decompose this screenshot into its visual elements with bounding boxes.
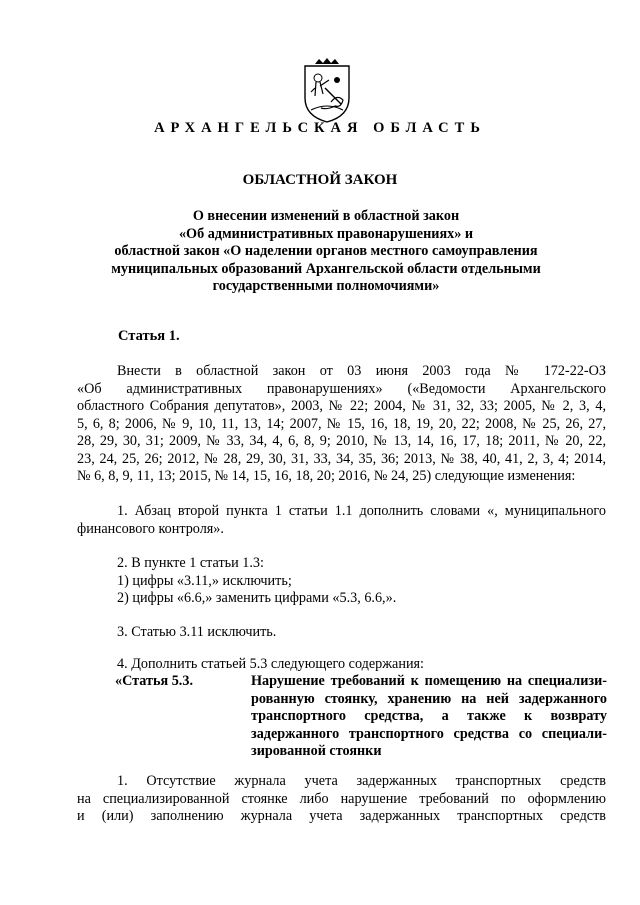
region-name: АРХАНГЕЛЬСКАЯ ОБЛАСТЬ — [154, 120, 486, 136]
text-line: Нарушение требований к помещению на специализи- — [251, 673, 607, 689]
article-intro-paragraph — [77, 363, 606, 486]
text-line: 28, 29, 30, 31; 2009, № 33, 34, 4, 6, 8, 9; 2010, № 13, 14, 16, 17, 18; 2011, № 20, 22, — [77, 433, 606, 449]
text-line: финансового контроля». — [77, 520, 224, 537]
text-line: 4. Дополнить статьей 5.3 следующего содержания: — [117, 656, 424, 672]
item-2-paragraph — [77, 555, 606, 608]
text-line: на специализированной стоянке либо нарушение требований по оформлению — [77, 790, 606, 807]
text-line: 23, 24, 25, 26; 2012, № 28, 29, 30, 31, 33, 34, 35, 36; 2013, № 38, 40, 41, 2, 3, 4; 2014, — [77, 450, 606, 467]
text-line: 1) цифры «3.11,» исключить; — [117, 572, 292, 589]
title-line: «Об административных правонарушениях» и — [178, 225, 474, 242]
text-line: и (или) заполнению журнала учета задержанных транспортных средств — [77, 808, 606, 824]
text-line: «Об административных правонарушениях» («Ведомости Архангельского — [77, 380, 606, 397]
text-line: 1. Отсутствие журнала учета задержанных транспортных средств — [117, 773, 606, 789]
text-line: Внести в областной закон от 03 июня 2003 года № 172-22-ОЗ — [117, 363, 606, 379]
article-heading: Статья 1. — [118, 328, 180, 344]
text-line: 2) цифры «6.6,» заменить цифрами «5.3, 6.6,». — [117, 590, 397, 606]
coat-of-arms-icon — [301, 58, 353, 124]
text-line: транспортного средства, а также к возврату — [251, 708, 607, 724]
law-title — [70, 208, 582, 296]
item-4-paragraph — [77, 656, 606, 674]
text-line: областного Собрания депутатов», 2003, № 22; 2004, № 31, 32, 33; 2005, № 2, 3, 4, — [77, 398, 606, 414]
article-5-3-paragraph-1 — [77, 773, 606, 826]
text-line: задержанного транспортного средства со специали- — [251, 725, 607, 742]
text-line: 5, 6, 8; 2006, № 9, 10, 11, 13, 14; 2007, № 15, 16, 18, 19, 20, 22; 2008, № 25, 26, 27, — [77, 415, 606, 432]
text-line: 3. Статью 3.11 исключить. — [117, 624, 277, 640]
text-line: № 6, 8, 9, 11, 13; 2015, № 14, 15, 16, 18, 20; 2016, № 24, 25) следующие изменения: — [77, 468, 576, 484]
text-line: зированной стоянки — [251, 743, 382, 759]
title-line: муниципальных образований Архангельской области отдельными — [111, 260, 541, 277]
text-line: 1. Абзац второй пункта 1 статьи 1.1 дополнить словами «, муниципального — [117, 503, 606, 519]
article-5-3-title — [251, 673, 607, 761]
article-5-3-label: «Статья 5.3. — [115, 673, 193, 689]
title-line: областной закон «О наделении органов местного самоуправления — [114, 243, 538, 259]
document-type: ОБЛАСТНОЙ ЗАКОН — [242, 172, 398, 188]
item-3-paragraph — [77, 624, 606, 642]
item-1-paragraph — [77, 503, 606, 538]
text-line: рованную стоянку, хранению на ней задержанного — [251, 690, 607, 707]
title-line: государственными полномочиями» — [212, 278, 440, 294]
text-line: 2. В пункте 1 статьи 1.3: — [117, 555, 264, 571]
title-line: О внесении изменений в областной закон — [192, 208, 460, 224]
